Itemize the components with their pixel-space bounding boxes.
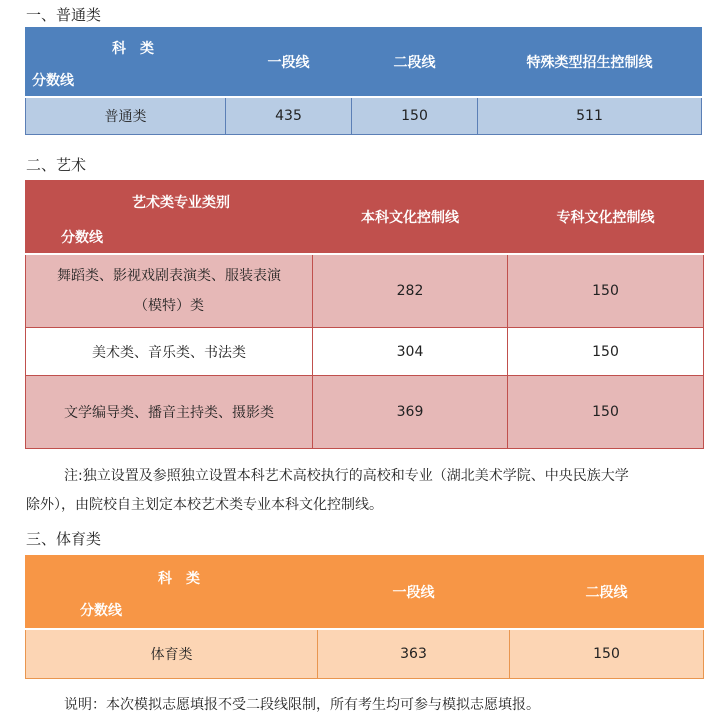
section-title-art: 二、艺术 <box>26 156 87 174</box>
row-category <box>26 254 313 328</box>
header-score-label: 分数线 <box>32 73 74 89</box>
art-score-table <box>25 180 704 449</box>
table-header-row <box>26 181 704 255</box>
header-first-line: 一段线 <box>226 28 352 98</box>
header-second-line: 二段线 <box>510 556 704 630</box>
table-row <box>26 328 704 376</box>
cell-value: 435 <box>226 97 352 135</box>
header-score-label: 分数线 <box>80 603 122 619</box>
diagonal-header-cell <box>26 556 318 630</box>
row-category-line: （模特）类 <box>134 298 204 314</box>
row-category: 体育类 <box>26 629 318 679</box>
table-row <box>26 254 704 328</box>
cell-value: 150 <box>352 97 478 135</box>
header-special-line: 特殊类型招生控制线 <box>478 28 702 98</box>
cell-value: 511 <box>478 97 702 135</box>
table-row <box>26 629 704 679</box>
header-second-line: 二段线 <box>352 28 478 98</box>
cell-value: 369 <box>313 376 508 449</box>
general-score-table <box>25 27 702 135</box>
diagonal-header-cell <box>26 28 226 98</box>
header-score-label: 分数线 <box>61 230 103 246</box>
diagonal-header-cell <box>26 181 313 255</box>
row-category: 文学编导类、播音主持类、摄影类 <box>26 376 313 449</box>
header-category-label: 科 类 <box>158 571 200 587</box>
header-category-label: 艺术类专业类别 <box>132 195 230 211</box>
table-header-row <box>26 556 704 630</box>
cell-value: 363 <box>318 629 510 679</box>
art-note-line1: 注:独立设置及参照独立设置本科艺术高校执行的高校和专业（湖北美术学院、中央民族大学 <box>64 468 629 484</box>
row-category-line: 舞蹈类、影视戏剧表演类、服装表演 <box>57 268 281 284</box>
row-category: 美术类、音乐类、书法类 <box>26 328 313 376</box>
sports-score-table <box>25 555 704 679</box>
section-title-general: 一、普通类 <box>26 6 102 24</box>
table-row <box>26 376 704 449</box>
header-college-line: 专科文化控制线 <box>508 181 704 255</box>
cell-value: 304 <box>313 328 508 376</box>
header-first-line: 一段线 <box>318 556 510 630</box>
cell-value: 150 <box>508 254 704 328</box>
table-header-row <box>26 28 702 98</box>
sports-note: 说明：本次模拟志愿填报不受二段线限制，所有考生均可参与模拟志愿填报。 <box>64 697 540 713</box>
section-title-sports: 三、体育类 <box>26 530 102 548</box>
cell-value: 282 <box>313 254 508 328</box>
cell-value: 150 <box>508 376 704 449</box>
cell-value: 150 <box>508 328 704 376</box>
art-note-line2: 除外），由院校自主划定本校艺术类专业本科文化控制线。 <box>26 497 383 513</box>
header-category-label: 科 类 <box>112 41 154 57</box>
cell-value: 150 <box>510 629 704 679</box>
row-category: 普通类 <box>26 97 226 135</box>
header-undergrad-line: 本科文化控制线 <box>313 181 508 255</box>
table-row <box>26 97 702 135</box>
